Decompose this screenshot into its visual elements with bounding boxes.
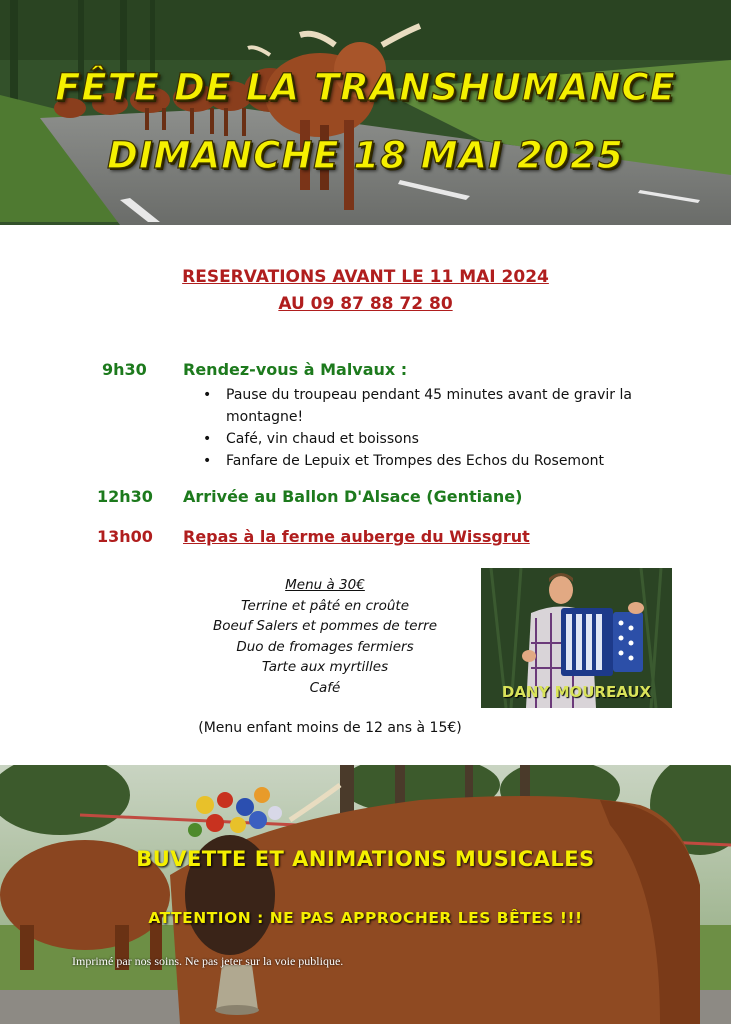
refreshments-music-notice: BUVETTE ET ANIMATIONS MUSICALES <box>136 847 595 871</box>
schedule-time: 13h00 <box>97 527 153 546</box>
program-section <box>0 225 731 765</box>
menu-item: Café <box>309 679 341 696</box>
menu-item: Duo de fromages fermiers <box>236 638 414 655</box>
event-title: FÊTE DE LA TRANSHUMANCE <box>55 66 676 109</box>
child-menu-note: (Menu enfant moins de 12 ans à 15€) <box>198 720 462 736</box>
menu-block <box>190 575 460 698</box>
header-banner <box>0 0 731 225</box>
cattle-road-photo <box>0 0 731 225</box>
reservation-phone: AU 09 87 88 72 80 <box>278 294 453 314</box>
decorated-cow-photo <box>0 765 731 1024</box>
list-item: • Fanfare de Lepuix et Trompes des Echos du Rosemont <box>203 450 673 472</box>
schedule-label: Arrivée au Ballon D'Alsace (Gentiane) <box>183 487 523 506</box>
menu-title: Menu à 30€ <box>285 577 365 593</box>
menu-item: Tarte aux myrtilles <box>261 659 389 675</box>
schedule-label: Rendez-vous à Malvaux : <box>183 360 408 379</box>
schedule-label: Repas à la ferme auberge du Wissgrut <box>183 527 530 546</box>
animal-warning: ATTENTION : NE PAS APPROCHER LES BÊTES !!! <box>148 909 583 927</box>
schedule-time: 12h30 <box>97 487 153 506</box>
printing-notice: Imprimé par nos soins. Ne pas jeter sur la voie publique. <box>72 954 344 968</box>
schedule-details-list <box>203 384 673 472</box>
list-item: • Pause du troupeau pendant 45 minutes avant de gravir la montagne! <box>203 384 673 428</box>
menu-item: Boeuf Salers et pommes de terre <box>212 618 438 634</box>
list-item: • Café, vin chaud et boissons <box>203 428 673 450</box>
schedule-time: 9h30 <box>102 360 147 379</box>
menu-item: Terrine et pâté en croûte <box>240 597 410 614</box>
reservation-deadline: RESERVATIONS AVANT LE 11 MAI 2024 <box>182 267 549 287</box>
musician-name: DANY MOUREAUX <box>501 683 652 701</box>
footer-banner <box>0 765 731 1024</box>
musician-photo <box>481 568 672 708</box>
event-date: DIMANCHE 18 MAI 2025 <box>107 134 624 177</box>
